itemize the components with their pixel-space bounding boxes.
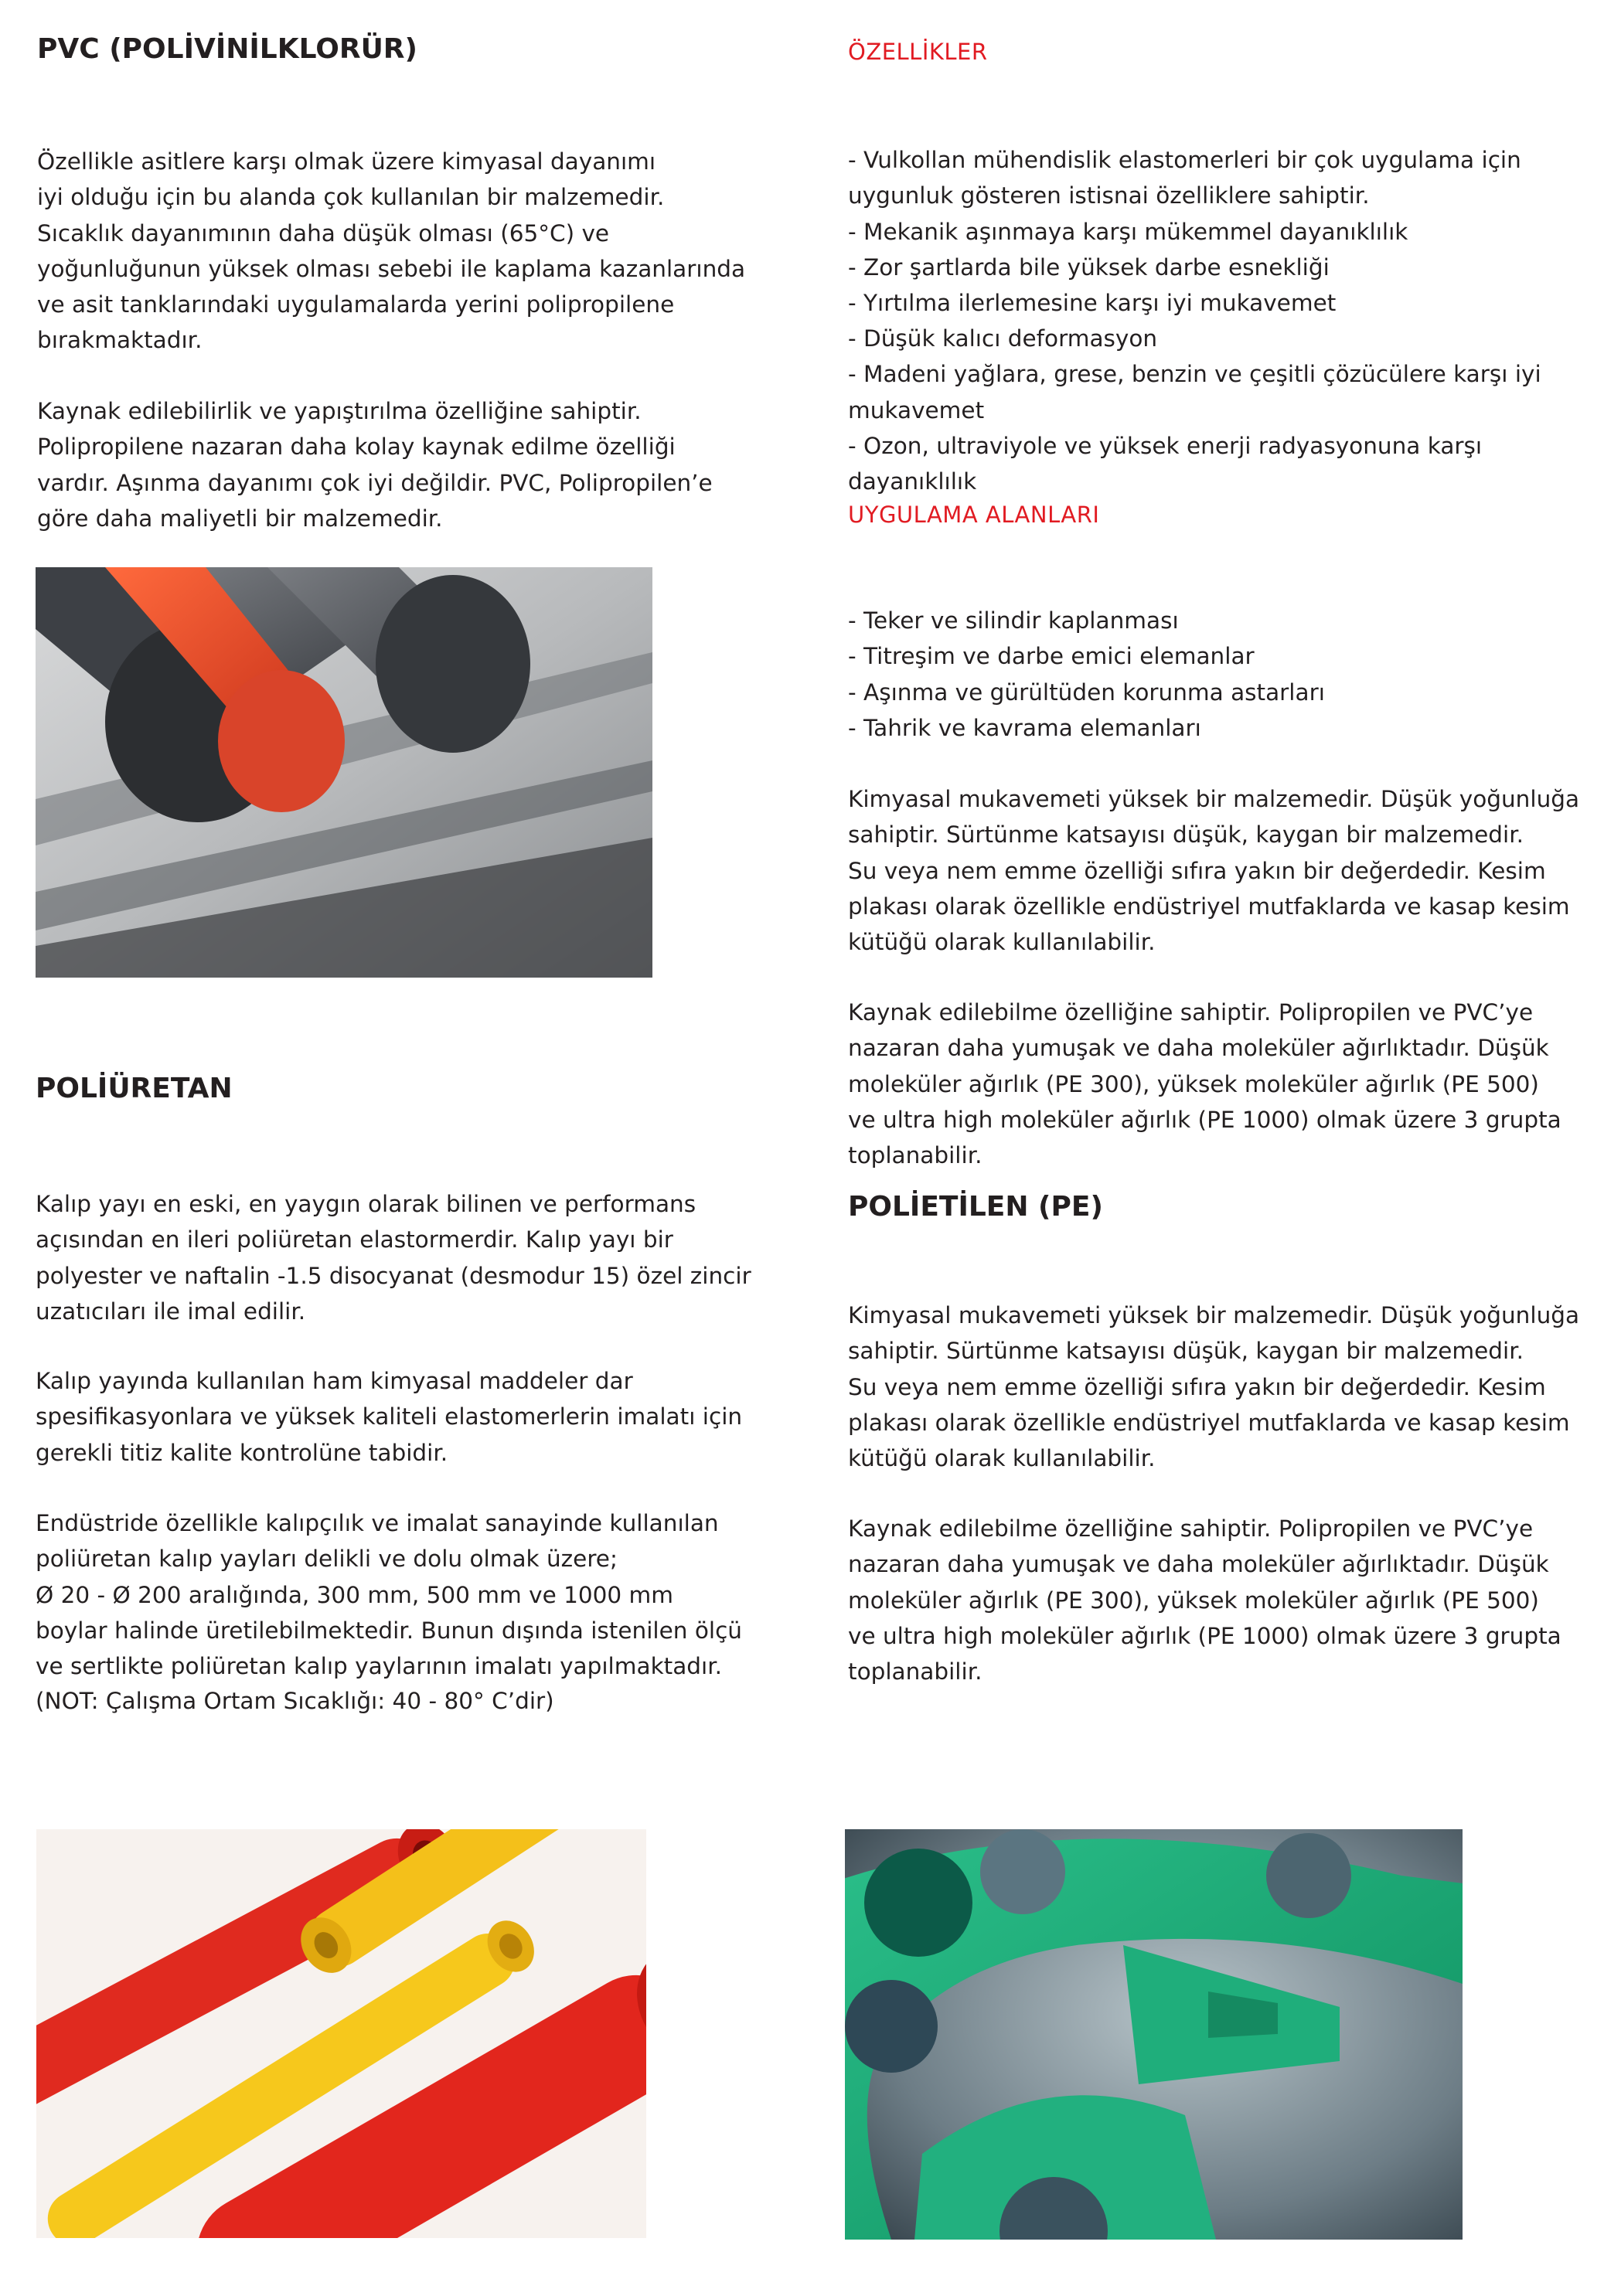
poliuretan-paragraph-1: Kalıp yayı en eski, en yaygın olarak bilinen ve performans açısından en ileri poliüretan elastormerdir. Kalıp yayı bir polyester ve naftalin -1.5 disocyanat (desmodur 15) özel zincir uzatıcıları ile imal edilir. xyxy=(36,1191,751,1325)
pvc-title: PVC (POLİVİNİLKLORÜR) xyxy=(37,33,417,65)
pvc-rods-photo xyxy=(36,567,652,978)
polietilen-title: POLİETİLEN (PE) xyxy=(848,1191,1103,1223)
pvc-paragraph-2: Kaynak edilebilirlik ve yapıştırılma özelliğine sahiptir. Polipropilene nazaran daha kolay kaynak edilme özelliği vardır. Aşınma dayanımı çok iyi değildir. PVC, Polipropilen’e göre daha maliyetli bir malzemedir. xyxy=(37,398,713,532)
poliuretan-paragraph-2: Kalıp yayında kullanılan ham kimyasal maddeler dar spesifikasyonlara ve yüksek kaliteli elastomerlerin imalatı için gerekli titiz kalite kontrolüne tabidir. xyxy=(36,1368,743,1466)
pvc-paragraph-1: Özellikle asitlere karşı olmak üzere kimyasal dayanımı iyi olduğu için bu alanda çok kullanılan bir malzemedir. Sıcaklık dayanımının daha düşük olması (65°C) ve yoğunluğunun yüksek olması sebebi ile kaplama kazanlarında ve asit tanklarındaki uygulamalarda yerini polipropilene bırakmaktadır. xyxy=(37,148,746,354)
poliuretan-note: (NOT: Çalışma Ortam Sıcaklığı: 40 - 80° C’dir) xyxy=(36,1688,554,1714)
poliuretan-title: POLİÜRETAN xyxy=(36,1073,233,1104)
ozellikler-list: - Vulkollan mühendislik elastomerleri bir çok uygulama için uygunluk gösteren istisnai özelliklere sahiptir. - Mekanik aşınmaya karşı mükemmel dayanıklılık - Zor şartlarda bile yüksek darbe esnekliği - Yırtılma ilerlemesine karşı iyi mukavemet - Düşük kalıcı deformasyon - Madeni yağlara, grese, benzin ve çeşitli çözücülere karşı iyi mukavemet - Ozon, ultraviyole ve yüksek enerji radyasyonuna karşı dayanıklılık xyxy=(848,147,1541,495)
ozellikler-title: ÖZELLİKLER xyxy=(848,39,988,65)
uygulama-list: - Teker ve silindir kaplanması - Titreşim ve darbe emici elemanlar - Aşınma ve gürültüden korunma astarları - Tahrik ve kavrama elemanları xyxy=(848,607,1325,741)
polyurethane-tubes-photo xyxy=(36,1829,646,2238)
polietilen-paragraph-2: Kaynak edilebilme özelliğine sahiptir. Polipropilen ve PVC’ye nazaran daha yumuşak ve daha moleküler ağırlıktadır. Düşük moleküler ağırlık (PE 300), yüksek moleküler ağırlık (PE 500) ve ultra high moleküler ağırlık (PE 1000) olmak üzere 3 grupta toplanabilir. xyxy=(848,1515,1561,1685)
uygulama-alanlari-title: UYGULAMA ALANLARI xyxy=(848,502,1100,528)
uygulama-paragraph-2: Kaynak edilebilme özelliğine sahiptir. Polipropilen ve PVC’ye nazaran daha yumuşak ve daha moleküler ağırlıktadır. Düşük moleküler ağırlık (PE 300), yüksek moleküler ağırlık (PE 500) ve ultra high moleküler ağırlık (PE 1000) olmak üzere 3 grupta toplanabilir. xyxy=(848,999,1561,1169)
uygulama-paragraph-1: Kimyasal mukavemeti yüksek bir malzemedir. Düşük yoğunluğa sahiptir. Sürtünme katsayısı düşük, kaygan bir malzemedir. Su veya nem emme özelliği sıfıra yakın bir değerdedir. Kesim plakası olarak özellikle endüstriyel mutfaklarda ve kasap kesim kütüğü olarak kullanılabilir. xyxy=(848,786,1580,956)
polyethylene-gear-photo xyxy=(845,1829,1463,2240)
polietilen-paragraph-1: Kimyasal mukavemeti yüksek bir malzemedir. Düşük yoğunluğa sahiptir. Sürtünme katsayısı düşük, kaygan bir malzemedir. Su veya nem emme özelliği sıfıra yakın bir değerdedir. Kesim plakası olarak özellikle endüstriyel mutfaklarda ve kasap kesim kütüğü olarak kullanılabilir. xyxy=(848,1302,1580,1472)
poliuretan-paragraph-3: Endüstride özellikle kalıpçılık ve imalat sanayinde kullanılan poliüretan kalıp yayları delikli ve dolu olmak üzere; Ø 20 - Ø 200 aralığında, 300 mm, 500 mm ve 1000 mm boylar halinde üretilebilmektedir. Bunun dışında istenilen ölçü ve sertlikte poliüretan kalıp yaylarının imalatı yapılmaktadır. xyxy=(36,1510,742,1680)
